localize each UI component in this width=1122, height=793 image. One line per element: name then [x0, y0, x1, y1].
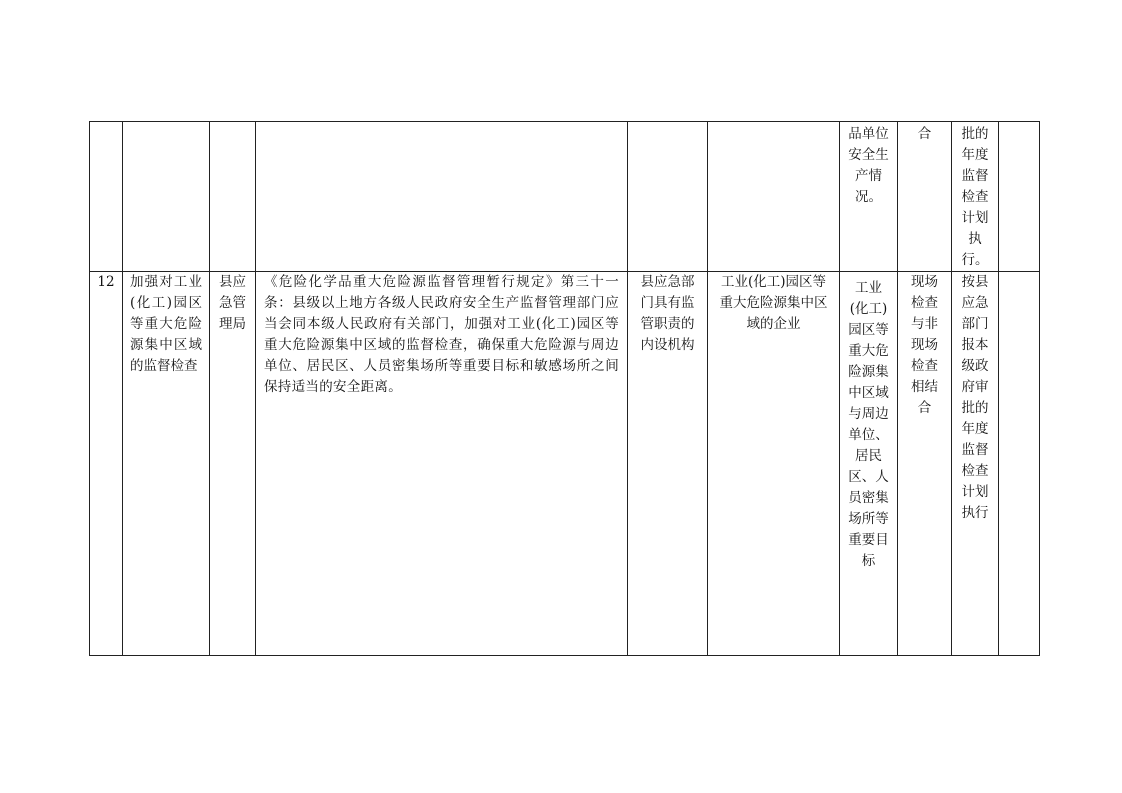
table-row	[90, 272, 1040, 656]
cell-method	[898, 122, 952, 272]
cell-plan	[952, 122, 999, 272]
cell-basis	[256, 272, 628, 656]
cell-content	[840, 122, 898, 272]
basis-text: 《危险化学品重大危险源监督管理暂行规定》第三十一条：县级以上地方各级人民政府安全生产监督管理部门应当会同本级人民政府有关部门，加强对工业(化工)园区等重大危险源集中区域的监督检查，确保重大危险源与周边单位、居民区、人员密集场所等重要目标和敏感场所之间保持适当的安全距离。	[264, 274, 619, 395]
plan-text: 按县应急部门报本级政府审批的年度监督检查计划执行	[961, 274, 989, 521]
cell-method	[898, 272, 952, 656]
cell-org	[628, 122, 708, 272]
item-text: 加强对工业(化工)园区等重大危险源集中区域的监督检查	[130, 274, 202, 374]
cell-basis	[256, 122, 628, 272]
table-row	[90, 122, 1040, 272]
cell-no	[90, 122, 123, 272]
cell-object	[708, 272, 840, 656]
cell-dept	[210, 272, 256, 656]
inspection-table	[89, 121, 1040, 656]
cell-item	[123, 122, 210, 272]
cell-content	[840, 272, 898, 656]
cell-plan	[952, 272, 999, 656]
method-text: 合	[917, 126, 932, 142]
cell-note	[999, 272, 1040, 656]
org-text: 县应急部门具有监管职责的内设机构	[640, 274, 695, 353]
cell-object	[708, 122, 840, 272]
row-number: 12	[97, 274, 115, 290]
cell-no	[90, 272, 123, 656]
cell-org	[628, 272, 708, 656]
cell-note	[999, 122, 1040, 272]
content-text: 工业(化工)园区等重大危险源集中区域与周边单位、居民区、人员密集场所等重要目标	[848, 280, 889, 569]
cell-dept	[210, 122, 256, 272]
content-text: 品单位安全生产情况。	[848, 126, 889, 205]
object-text: 工业(化工)园区等重大危险源集中区域的企业	[719, 274, 828, 332]
dept-text: 县应急管理局	[219, 274, 246, 332]
cell-item	[123, 272, 210, 656]
method-text: 现场检查与非现场检查相结合	[911, 274, 938, 416]
plan-text: 批的年度监督检查计划执行。	[961, 126, 989, 268]
